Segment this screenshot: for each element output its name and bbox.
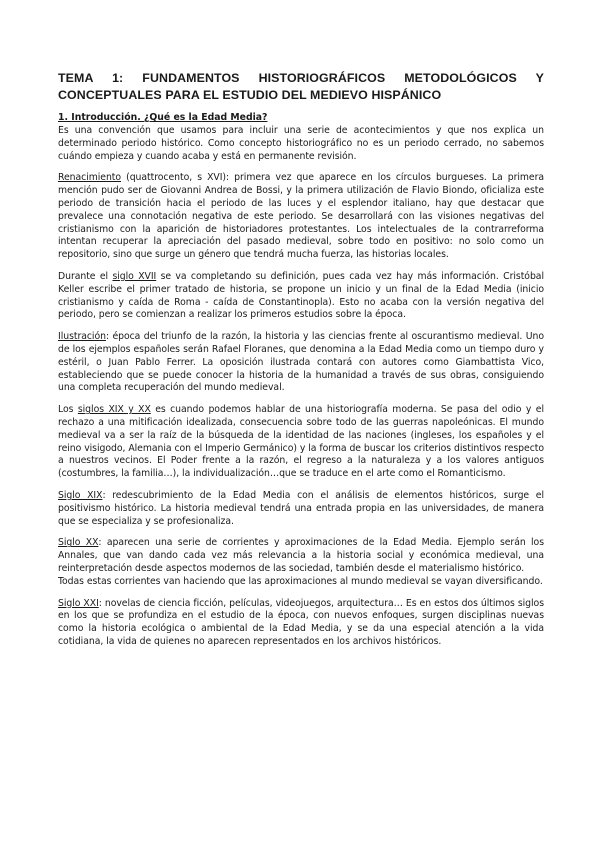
term-ilustracion: Ilustración: [58, 331, 106, 343]
paragraph-ilustracion: [58, 331, 544, 395]
section-heading: 1. Introducción. ¿Qué es la Edad Media?: [58, 112, 268, 123]
document-title: TEMA 1: FUNDAMENTOS HISTORIOGRÁFICOS METODOLÓGICOS Y CONCEPTUALES PARA EL ESTUDIO DEL MEDIEVO HISPÁNICO: [58, 71, 544, 102]
term-siglo-xix: Siglo XIX: [58, 489, 103, 501]
lead-siglo-xvii: Durante el: [58, 270, 113, 282]
term-siglo-xvii: siglo XVII: [112, 270, 157, 282]
text-siglo-xx: : aparecen una serie de corrientes y aproximaciones de la Edad Media. Ejemplo serán los Annales, que van dando cada vez más relevancia a la historia social y económica medieval, una reinterpretación desde aspectos modernos de las sociedad, también desde el materialismo histórico.: [58, 537, 544, 574]
text-siglos-xix-xx: es cuando podemos hablar de una historiografía moderna. Se pasa del odio y el rechazo a una mitificación idealizada, consecuencia sobre todo de las guerras napoleónicas. El mundo medieval va a ser la raíz de la búsqueda de la identidad de las naciones (ingleses, los españoles y el reino visigodo, Alemania con el Imperio Germánico) y la forma de buscar los criterios distintivos respecto a nuestros vecinos. El Poder frente a la razón, el regreso a la naturaleza y a los valores antiguos (costumbres, la familia…), la individualización…que se traduce en el arte como el Romanticismo.: [58, 404, 544, 480]
paragraph-siglo-xix: [58, 490, 544, 528]
text-siglo-xvii: se va completando su definición, pues cada vez hay más información. Cristóbal Keller escribe el primer tratado de historia, se propone un inicio y un final de la Edad Media (inicio cristianismo y caída de Roma - caída de Constantinopla). Esto no acaba con la versión negativa del periodo, pero se comienzan a realizar los primeros estudios sobre la época.: [58, 270, 544, 321]
text-renacimiento: (quattrocento, s XVI): primera vez que aparece en los círculos burgueses. La primera mención pudo ser de Giovanni Andrea de Bossi, y la primera utilización de Flavio Biondo, oficializa este periodo de transición hacia el periodo de las luces y el esplendor italiano, hay que destacar que prevalece una connotación negativa de este periodo. Se desarrollará con las visiones negativas del cristianismo con la aparición de historiadores protestantes. Los intelectuales de la contrarreforma intentan recuperar la apreciación del pasado medieval, sobre todo en positivo: no solo como un repositorio, sino que surge un género que tendrá mucha fuerza, las historias locales.: [58, 172, 544, 261]
paragraph-renacimiento: [58, 172, 544, 262]
paragraph-siglo-xvii: [58, 271, 544, 322]
text-siglo-xix: : redescubrimiento de la Edad Media con el análisis de elementos históricos, surge el positivismo histórico. La historia medieval tendrá una entrada propia en las universidades, de manera que se especializa y se profesionaliza.: [58, 489, 544, 527]
document-page: [58, 70, 544, 658]
intro-paragraph: Es una convención que usamos para incluir una serie de acontecimientos y que nos explica un determinado periodo histórico. Como concepto historiográfico no es un periodo cerrado, no sabemos cuándo empieza y cuando acaba y está en permanente revisión.: [58, 125, 544, 162]
lead-siglos-xix-xx: Los: [58, 404, 78, 416]
paragraph-siglo-xx-followup: Todas estas corrientes van haciendo que las aproximaciones al mundo medieval se vayan diversificando.: [58, 575, 543, 587]
term-renacimiento: Renacimiento: [58, 172, 122, 184]
paragraph-siglos-xix-xx: [58, 404, 544, 481]
term-siglo-xxi: Siglo XXI: [58, 597, 99, 609]
text-ilustracion: : época del triunfo de la razón, la historia y las ciencias frente al oscurantismo medieval. Uno de los ejemplos españoles serán Rafael Floranes, que denomina a la Edad Media como un tiempo duro y estéril, o Juan Pablo Ferrer. La oposición ilustrada contará con autores como Giambattista Vico, estableciendo que se puede conocer la historia de la humanidad a través de sus obras, consiguiendo una completa recuperación del mundo medieval.: [58, 331, 544, 394]
text-siglo-xxi: : novelas de ciencia ficción, películas, videojuegos, arquitectura… Es en estos dos últimos siglos en los que se profundiza en el estudio de la época, con nuevos enfoques, surgen disciplinas nuevas como la historia ecológica o ambiental de la Edad Media, y se da una especial atención a la vida cotidiana, la vida de quienes no aparecen representados en los archivos históricos.: [58, 597, 544, 647]
term-siglo-xx: Siglo XX: [58, 537, 99, 549]
paragraph-siglo-xx: [58, 537, 544, 575]
term-siglos-xix-xx: siglos XIX y XX: [77, 404, 151, 416]
paragraph-siglo-xxi: [58, 598, 544, 649]
